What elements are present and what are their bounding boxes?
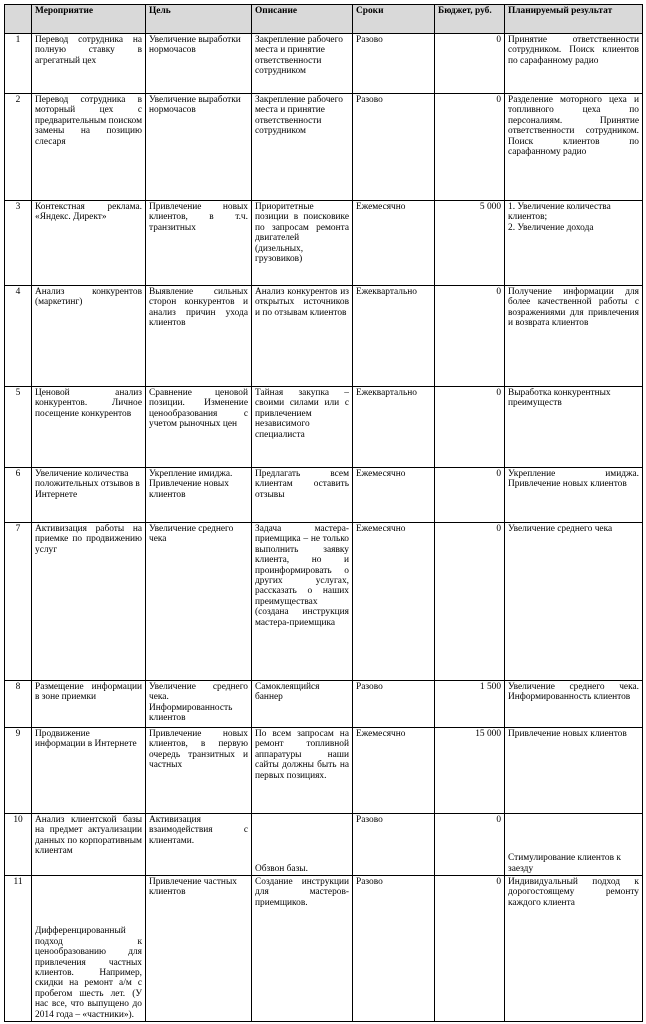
description-cell: По всем запросам на ремонт топливной аппаратуры наши сайты должны быть на первых позициях. (252, 728, 353, 814)
budget-cell: 0 (435, 34, 505, 94)
terms-cell: Ежеквартально (353, 387, 435, 468)
table-row (5, 201, 643, 286)
table-row (5, 814, 643, 876)
row-number: 11 (5, 876, 32, 1022)
header-terms: Сроки (353, 5, 435, 34)
budget-cell: 0 (435, 286, 505, 387)
goal-cell: Увеличение среднего чека. Информированность клиентов (146, 681, 252, 728)
table-row (5, 387, 643, 468)
table-row (5, 523, 643, 681)
result-cell: Привлечение новых клиентов (505, 728, 643, 814)
goal-cell: Активизация взаимодействия с клиентами. (146, 814, 252, 876)
result-line: 1. Увеличение количества клиентов; (508, 202, 611, 223)
event-cell: Активизация работы на приемке по продвижению услуг (32, 523, 146, 681)
budget-cell: 0 (435, 94, 505, 201)
terms-cell: Ежеквартально (353, 286, 435, 387)
goal-cell: Привлечение новых клиентов, в т.ч. транзитных (146, 201, 252, 286)
event-cell: Анализ конкурентов (маркетинг) (32, 286, 146, 387)
budget-cell: 5 000 (435, 201, 505, 286)
budget-cell: 0 (435, 876, 505, 1022)
header-budget: Бюджет, руб. (435, 5, 505, 34)
row-number: 3 (5, 201, 32, 286)
terms-cell: Разово (353, 681, 435, 728)
row-number: 6 (5, 468, 32, 523)
event-cell: Контекстная реклама. «Яндекс. Директ» (32, 201, 146, 286)
description-cell: Обзвон базы. (252, 814, 353, 876)
event-cell: Дифференцированный подход к ценообразованию для привлечения частных клиентов. Например, скидки на ремонт а/м с пробегом шесть лет. (У нас все, что выпущено до 2014 года – «частники»). (32, 876, 146, 1022)
result-cell: Увеличение среднего чека. Информированность клиентов (505, 681, 643, 728)
result-cell: Разделение моторного цеха и топливного цеха по персоналиям. Принятие ответственности сотрудником. Поиск клиентов по сарафанному радио (505, 94, 643, 201)
result-cell: Выработка конкурентных преимуществ (505, 387, 643, 468)
budget-cell: 15 000 (435, 728, 505, 814)
goal-cell: Укрепление имиджа. Привлечение новых клиентов (146, 468, 252, 523)
row-number: 7 (5, 523, 32, 681)
row-number: 9 (5, 728, 32, 814)
result-cell: Получение информации для более качественной работы с возражениями для привлечения и возврата клиентов (505, 286, 643, 387)
result-cell (505, 201, 643, 286)
terms-cell: Ежемесячно (353, 468, 435, 523)
header-row (5, 5, 643, 34)
description-cell: Анализ конкурентов из открытых источников и по отзывам клиентов (252, 286, 353, 387)
goal-cell: Увеличение выработки нормочасов (146, 94, 252, 201)
description-cell: Приоритетные позиции в поисковике по запросам ремонта двигателей (дизельных, грузовиков) (252, 201, 353, 286)
event-cell: Анализ клиентской базы на предмет актуализации данных по корпоративным клиентам (32, 814, 146, 876)
goal-cell: Привлечение частных клиентов (146, 876, 252, 1022)
description-cell: Задача мастера-приемщика – не только выполнить заявку клиента, но и проинформировать о других услугах, рассказать о наших преимуществах (создана инструкция мастера-приемщика (252, 523, 353, 681)
result-cell: Стимулирование клиентов к заезду (505, 814, 643, 876)
terms-cell: Ежемесячно (353, 201, 435, 286)
result-cell: Увеличение среднего чека (505, 523, 643, 681)
row-number: 2 (5, 94, 32, 201)
table-row (5, 681, 643, 728)
event-cell: Размещение информации в зоне приемки (32, 681, 146, 728)
header-event: Мероприятие (32, 5, 146, 34)
result-cell: Индивидуальный подход к дорогостоящему ремонту каждого клиента (505, 876, 643, 1022)
marketing-plan-table (4, 4, 643, 1022)
description-cell: Закрепление рабочего места и принятие ответственности сотрудником (252, 94, 353, 201)
event-cell: Увеличение количества положительных отзывов в Интернете (32, 468, 146, 523)
goal-cell: Увеличение среднего чека (146, 523, 252, 681)
description-cell: Закрепление рабочего места и принятие ответственности сотрудником (252, 34, 353, 94)
header-description: Описание (252, 5, 353, 34)
table-row (5, 876, 643, 1022)
table-row (5, 94, 643, 201)
result-line: 2. Увеличение дохода (508, 222, 594, 233)
description-cell: Самоклеящийся баннер (252, 681, 353, 728)
result-cell: Укрепление имиджа. Привлечение новых клиентов (505, 468, 643, 523)
terms-cell: Разово (353, 34, 435, 94)
table-row (5, 468, 643, 523)
goal-cell: Привлечение новых клиентов, в первую очередь транзитных и частных (146, 728, 252, 814)
description-cell: Тайная закупка – своими силами или с привлечением независимого специалиста (252, 387, 353, 468)
description-cell: Создание инструкции для мастеров-приемщиков. (252, 876, 353, 1022)
terms-cell: Разово (353, 94, 435, 201)
row-number: 10 (5, 814, 32, 876)
description-cell: Предлагать всем клиентам оставить отзывы (252, 468, 353, 523)
header-num (5, 5, 32, 34)
event-cell: Ценовой анализ конкурентов. Личное посещение конкурентов (32, 387, 146, 468)
event-cell: Перевод сотрудника в моторный цех с предварительным поиском замены на позицию слесаря (32, 94, 146, 201)
result-cell: Принятие ответственности сотрудником. Поиск клиентов по сарафанному радио (505, 34, 643, 94)
row-number: 8 (5, 681, 32, 728)
budget-cell: 0 (435, 814, 505, 876)
budget-cell: 1 500 (435, 681, 505, 728)
goal-cell: Выявление сильных сторон конкурентов и анализ причин ухода клиентов (146, 286, 252, 387)
header-result: Планируемый результат (505, 5, 643, 34)
table-row (5, 286, 643, 387)
row-number: 1 (5, 34, 32, 94)
terms-cell: Разово (353, 876, 435, 1022)
row-number: 4 (5, 286, 32, 387)
terms-cell: Разово (353, 814, 435, 876)
event-cell: Перевод сотрудника на полную ставку в агрегатный цех (32, 34, 146, 94)
table-row (5, 34, 643, 94)
header-goal: Цель (146, 5, 252, 34)
budget-cell: 0 (435, 523, 505, 681)
budget-cell: 0 (435, 468, 505, 523)
goal-cell: Увеличение выработки нормочасов (146, 34, 252, 94)
budget-cell: 0 (435, 387, 505, 468)
row-number: 5 (5, 387, 32, 468)
table-row (5, 728, 643, 814)
event-cell: Продвижение информации в Интернете (32, 728, 146, 814)
terms-cell: Ежемесячно (353, 728, 435, 814)
goal-cell: Сравнение ценовой позиции. Изменение ценообразования с учетом рыночных цен (146, 387, 252, 468)
terms-cell: Ежемесячно (353, 523, 435, 681)
